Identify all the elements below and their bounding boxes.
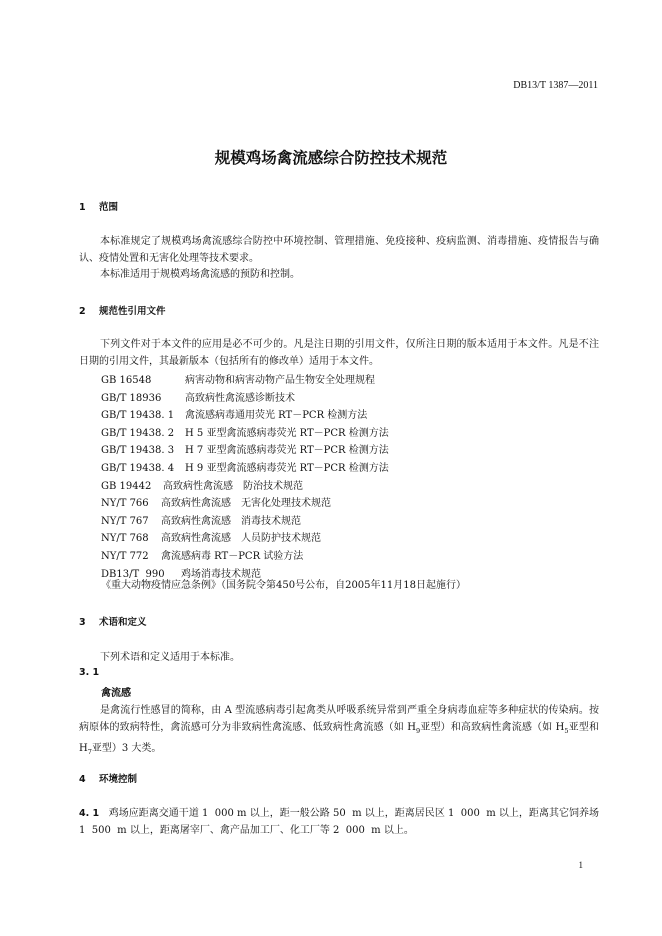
reference-code: NY/T 766 — [101, 498, 149, 510]
subscript: 5 — [564, 727, 569, 735]
reference-name: 禽流感病毒 RT－PCR 试验方法 — [161, 550, 304, 562]
section-number: 2 — [79, 306, 86, 317]
term-definition — [79, 702, 599, 761]
reference-name: 高致病性禽流感 无害化处理技术规范 — [161, 498, 331, 510]
reference-item — [101, 390, 389, 408]
section-title: 范围 — [99, 202, 119, 213]
reference-item — [101, 442, 389, 460]
reference-item — [101, 495, 389, 513]
term-heading: 禽流感 — [101, 688, 131, 699]
reference-name: 高致病性禽流感诊断技术 — [185, 392, 295, 404]
terms-intro-paragraph: 下列术语和定义适用于本标准。 — [100, 652, 240, 663]
section-number: 1 — [79, 202, 86, 213]
reference-name: H 9 亚型禽流感病毒荧光 RT－PCR 检测方法 — [185, 462, 389, 474]
reference-item — [101, 425, 389, 443]
document-title: 规模鸡场禽流感综合防控技术规范 — [214, 149, 448, 167]
reference-item — [101, 513, 389, 531]
section-2-heading — [79, 303, 166, 317]
subscript: 7 — [87, 748, 92, 756]
scope-paragraph: 本标准规定了规模鸡场禽流感综合防控中环境控制、管理措施、免疫接种、疫病监测、消毒措施、疫情报告与确认、疫情处置和无害化处理等技术要求。 — [79, 236, 599, 264]
reference-name: H 5 亚型禽流感病毒荧光 RT－PCR 检测方法 — [185, 427, 389, 439]
references-intro-paragraph: 下列文件对于本文件的应用是必不可少的。凡是注日期的引用文件，仅所注日期的版本适用于本文件。凡是不注日期的引用文件，其最新版本（包括所有的修改单）适用于本文件。 — [79, 339, 599, 367]
reference-code: GB 19442 — [101, 480, 152, 492]
reference-code: NY/T 767 — [101, 515, 149, 527]
subscript: 9 — [416, 727, 421, 735]
reference-name: H 7 亚型禽流感病毒荧光 RT－PCR 检测方法 — [185, 445, 389, 457]
reference-code: GB 16548 — [101, 375, 152, 386]
reference-name: 禽流感病毒通用荧光 RT－PCR 检测方法 — [185, 410, 368, 422]
regulation-reference: 《重大动物疫情应急条例》（国务院令第450号公布，自2005年11月18日起施行） — [101, 580, 466, 591]
reference-code: GB/T 18936 — [101, 392, 162, 404]
reference-code: DB13/T 990 — [101, 568, 165, 580]
clause-4-1 — [79, 805, 603, 839]
reference-item — [101, 407, 389, 425]
definition-text: 亚型和 H — [79, 722, 599, 754]
reference-item — [101, 478, 389, 496]
section-number: 4 — [79, 774, 86, 785]
definition-text: 是禽流行性感冒的简称，由 A 型流感病毒引起禽类从呼吸系统异常到严重全身病毒血症等多种症状的传染病。按病原体的致病特性，禽流感可分为非致病性禽流感、低致病性禽流感（如 H — [79, 705, 599, 733]
normative-references-list — [101, 372, 389, 583]
page-number: 1 — [578, 860, 583, 870]
reference-name: 高致病性禽流感 防治技术规范 — [163, 480, 303, 492]
reference-code: GB/T 19438. 3 — [101, 445, 175, 457]
reference-item — [101, 548, 389, 566]
applicability-paragraph: 本标准适用于规模鸡场禽流感的预防和控制。 — [100, 269, 300, 280]
section-number: 3 — [79, 617, 86, 628]
section-4-heading — [79, 771, 137, 785]
reference-code: NY/T 772 — [101, 550, 149, 562]
reference-item — [101, 530, 389, 548]
clause-number: 4. 1 — [79, 808, 100, 819]
clause-text: 鸡场应距离交通干道 1 000 m 以上，距一般公路 50 m 以上，距离居民区 1 000 m 以上，距离其它饲养场 1 500 m 以上，距离屠宰厂、禽产品加工厂、化工厂等 2 000 m 以上。 — [79, 808, 603, 836]
section-1-heading — [79, 199, 118, 213]
reference-item — [101, 372, 389, 390]
definition-text: 亚型）和高致病性禽流感（如 H — [420, 722, 565, 733]
reference-name: 高致病性禽流感 消毒技术规范 — [161, 515, 301, 527]
subclause-number: 3. 1 — [79, 667, 100, 678]
section-title: 环境控制 — [99, 774, 138, 785]
section-3-heading — [79, 614, 147, 628]
reference-name: 病害动物和病害动物产品生物安全处理规程 — [185, 375, 375, 386]
definition-text: 亚型）3 大类。 — [91, 743, 162, 754]
reference-code: GB/T 19438. 2 — [101, 427, 175, 439]
section-title: 规范性引用文件 — [99, 306, 166, 317]
reference-item — [101, 460, 389, 478]
standard-code: DB13/T 1387—2011 — [513, 80, 598, 91]
reference-code: NY/T 768 — [101, 533, 149, 545]
reference-code: GB/T 19438. 4 — [101, 462, 175, 474]
reference-code: GB/T 19438. 1 — [101, 410, 175, 422]
reference-name: 高致病性禽流感 人员防护技术规范 — [161, 533, 321, 545]
section-title: 术语和定义 — [99, 617, 147, 628]
reference-name: 鸡场消毒技术规范 — [181, 568, 261, 580]
